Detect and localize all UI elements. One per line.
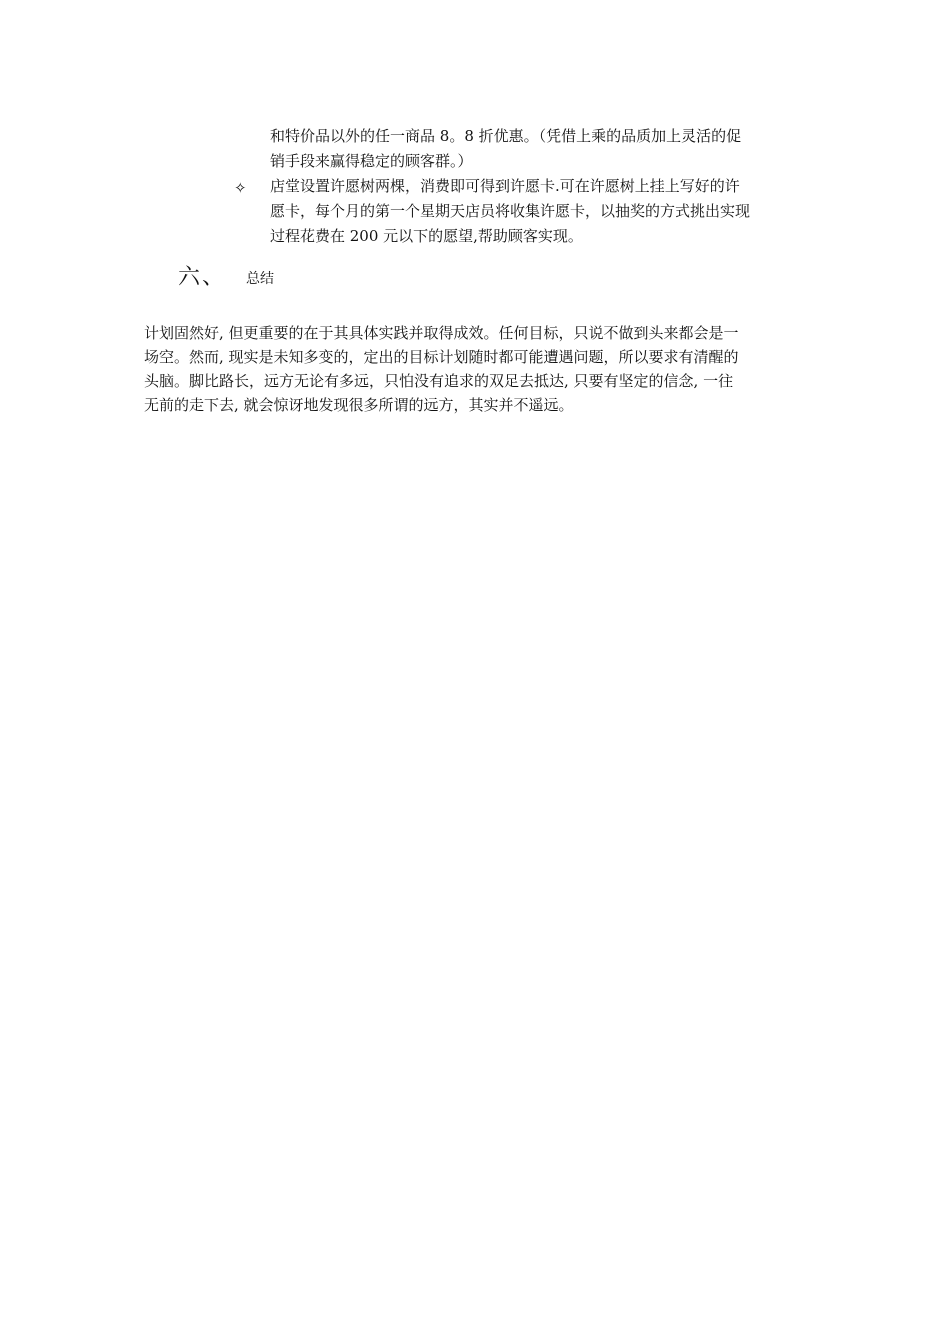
section-number: 六、 [178,265,227,290]
text-line: 销手段来赢得稳定的顾客群。） [270,152,473,170]
continued-bullet-text [270,124,810,174]
text-line: 愿卡，每个月的第一个星期天店员将收集许愿卡，以抽奖的方式挑出实现 [270,202,751,220]
text-line: 场空。然而, 现实是未知多变的，定出的目标计划随时都可能遭遇问题，所以要求有清醒的 [144,348,739,366]
text-line: 和特价品以外的任一商品 8。8 折优惠。（凭借上乘的品质加上灵活的促 [270,127,742,145]
star-bullet-icon: ✧ [234,179,247,197]
summary-paragraph [144,321,814,417]
text-line: 头脑。脚比路长，远方无论有多远，只怕没有追求的双足去抵达, 只要有坚定的信念, 一往 [144,372,734,390]
section-title: 总结 [246,271,274,287]
text-line: 无前的走下去, 就会惊讶地发现很多所谓的远方，其实并不遥远。 [144,396,574,414]
text-line: 过程花费在 200 元以下的愿望,帮助顾客实现。 [270,227,583,245]
section-heading [178,260,274,292]
text-line: 店堂设置许愿树两棵，消费即可得到许愿卡.可在许愿树上挂上写好的许 [270,177,740,195]
text-line: 计划固然好, 但更重要的在于其具体实践并取得成效。任何目标，只说不做到头来都会是一 [144,324,739,342]
bullet-text [270,174,810,249]
